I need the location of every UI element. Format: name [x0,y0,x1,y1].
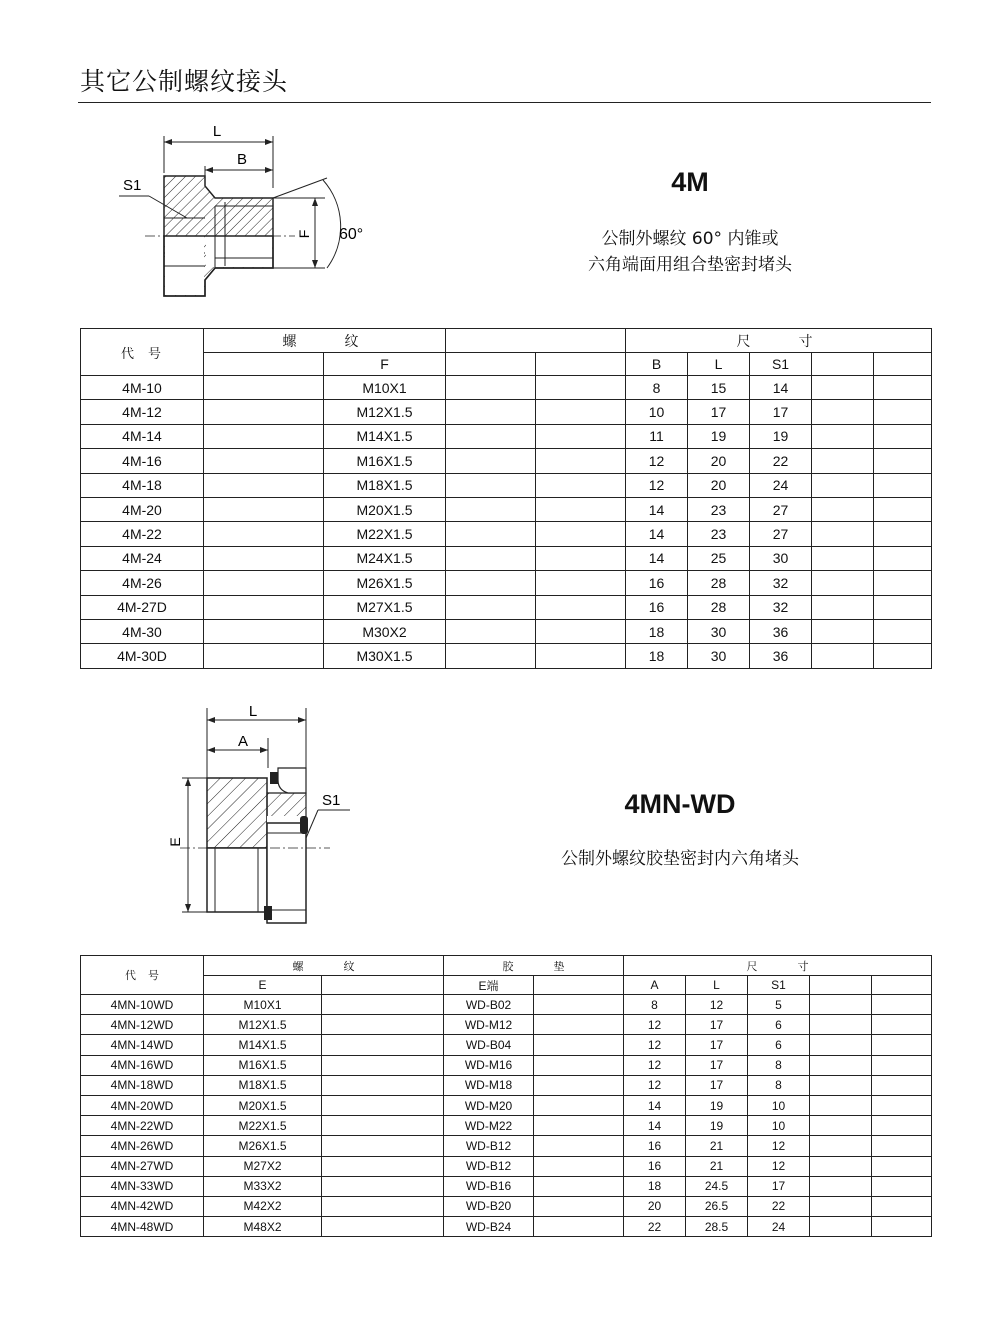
title-divider [78,102,931,103]
table-row [81,644,932,668]
table-cell: WD-M12 [444,1015,534,1035]
table-cell: 23 [688,497,750,521]
table-cell: 4M-22 [81,522,204,546]
table-row [81,1176,932,1196]
table-cell: 4MN-10WD [81,995,204,1015]
table-cell: 4MN-48WD [81,1217,204,1237]
table-row [81,449,932,473]
table-cell: 14 [626,522,688,546]
table-cell: 17 [686,1055,748,1075]
table-cell: 8 [624,995,686,1015]
table-cell: 4M-20 [81,497,204,521]
header-seal: 胶垫 [444,956,624,976]
table-cell: M33X2 [204,1176,322,1196]
table-cell: M20X1.5 [204,1095,322,1115]
table-cell: WD-M20 [444,1095,534,1115]
table-cell: 15 [688,376,750,400]
table-cell: 16 [626,571,688,595]
table-cell: 32 [750,571,812,595]
table-row [81,1156,932,1176]
dim-label-s1-2: S1 [322,792,341,809]
table-cell: 28 [688,595,750,619]
table-cell: 14 [624,1095,686,1115]
header-size: 尺寸 [626,329,932,353]
table-cell: 30 [688,619,750,643]
table-cell: 26.5 [686,1196,748,1216]
table-cell: M10X1 [204,995,322,1015]
table-cell: 4MN-26WD [81,1136,204,1156]
table-cell: 24 [748,1217,810,1237]
table-cell: M30X2 [324,619,446,643]
table-cell: 14 [624,1116,686,1136]
table-cell: 21 [686,1136,748,1156]
table-cell: 30 [750,546,812,570]
table-cell: 12 [624,1075,686,1095]
table-cell: 4M-26 [81,571,204,595]
table-cell: 4MN-42WD [81,1196,204,1216]
table-cell: 12 [624,1035,686,1055]
drawing-4m [105,118,375,308]
table-cell: 6 [748,1015,810,1035]
table-row [81,595,932,619]
header-f: F [324,353,446,376]
spec-table-4m [80,328,932,669]
table-cell: M42X2 [204,1196,322,1216]
table-cell: M18X1.5 [324,473,446,497]
table-cell: 30 [688,644,750,668]
table-cell: 12 [686,995,748,1015]
table-row [81,522,932,546]
model-4m-title: 4M [671,167,709,197]
table-row [81,546,932,570]
table-row [81,995,932,1015]
header-l: L [688,353,750,376]
table-cell: 4M-10 [81,376,204,400]
table-row [81,619,932,643]
table-cell: 12 [748,1156,810,1176]
table-cell: WD-M22 [444,1116,534,1136]
table-row [81,1136,932,1156]
table-row [81,400,932,424]
table-cell: WD-B20 [444,1196,534,1216]
table-cell: 4M-24 [81,546,204,570]
table-cell: 27 [750,497,812,521]
table-cell: 20 [688,473,750,497]
table-row [81,1035,932,1055]
table-cell: 8 [748,1075,810,1095]
header-thread-2: 螺纹 [204,956,444,976]
table-cell: 4M-27D [81,595,204,619]
table-cell: 17 [688,400,750,424]
header-e: E [204,976,322,995]
dim-label-f: F [296,229,312,239]
table-cell: 12 [624,1055,686,1075]
table-cell: 10 [748,1095,810,1115]
table-cell: 10 [748,1116,810,1136]
table-cell: 12 [626,473,688,497]
table-cell: 17 [750,400,812,424]
table-row [81,1015,932,1035]
table-cell: 17 [686,1075,748,1095]
header-e-end: E端 [444,976,534,995]
table-cell: M26X1.5 [204,1136,322,1156]
table-cell: 25 [688,546,750,570]
table-cell: M16X1.5 [324,449,446,473]
header-size-2: 尺寸 [624,956,932,976]
table-cell: 24 [750,473,812,497]
table-cell: WD-M16 [444,1055,534,1075]
table-cell: 4MN-14WD [81,1035,204,1055]
table-cell: M30X1.5 [324,644,446,668]
table-cell: 28 [688,571,750,595]
header-s1-2: S1 [748,976,810,995]
table-cell: 4M-30D [81,644,204,668]
table-cell: 12 [748,1136,810,1156]
table-cell: 19 [688,424,750,448]
table-cell: 20 [688,449,750,473]
table-row [81,571,932,595]
table-cell: 4M-16 [81,449,204,473]
model-4mn-wd-title: 4MN-WD [624,789,736,819]
table-cell: 12 [624,1015,686,1035]
table-row [81,473,932,497]
header-code: 代号 [81,329,204,376]
table-cell: 18 [626,644,688,668]
table-cell: 5 [748,995,810,1015]
table-cell: 17 [748,1176,810,1196]
table-cell: 18 [624,1176,686,1196]
table-cell: 27 [750,522,812,546]
table-cell: 8 [748,1055,810,1075]
table-cell: 16 [626,595,688,619]
table-cell: 6 [748,1035,810,1055]
table-cell: WD-B02 [444,995,534,1015]
table-cell: M12X1.5 [204,1015,322,1035]
table-cell: 4M-14 [81,424,204,448]
table-cell: 19 [686,1095,748,1115]
table-cell: 14 [750,376,812,400]
header-code-2: 代号 [81,956,204,995]
header-thread: 螺纹 [204,329,446,353]
table-row [81,1095,932,1115]
table-row [81,1055,932,1075]
table-row [81,376,932,400]
header-a: A [624,976,686,995]
table-row [81,1116,932,1136]
table-cell: 23 [688,522,750,546]
header-s1: S1 [750,353,812,376]
table-cell: 32 [750,595,812,619]
table-cell: 19 [750,424,812,448]
table-cell: M14X1.5 [204,1035,322,1055]
dim-label-angle: 60° [339,226,364,243]
table-cell: WD-B24 [444,1217,534,1237]
table-cell: 4MN-20WD [81,1095,204,1115]
table-cell: 17 [686,1015,748,1035]
table-cell: M12X1.5 [324,400,446,424]
table-cell: 36 [750,619,812,643]
table-cell: 22 [748,1196,810,1216]
table-cell: 4MN-18WD [81,1075,204,1095]
page-title: 其它公制螺纹接头 [80,67,289,96]
spec-table-4mn-wd [80,955,932,1237]
table-row [81,497,932,521]
table-cell: M26X1.5 [324,571,446,595]
model-4mn-wd-desc: 公制外螺纹胶垫密封内六角堵头 [561,849,799,869]
table-cell: 12 [626,449,688,473]
header-l-2: L [686,976,748,995]
table-cell: 4MN-16WD [81,1055,204,1075]
model-4m-desc-line1: 公制外螺纹 60° 内锥或 [601,229,779,249]
table-cell: M24X1.5 [324,546,446,570]
table-cell: 14 [626,497,688,521]
table-cell: 14 [626,546,688,570]
table-cell: 4MN-12WD [81,1015,204,1035]
table-cell: M14X1.5 [324,424,446,448]
table-cell: WD-B12 [444,1156,534,1176]
table-cell: M48X2 [204,1217,322,1237]
table-cell: 10 [626,400,688,424]
table-cell: 24.5 [686,1176,748,1196]
table-row [81,1217,932,1237]
table-cell: M22X1.5 [324,522,446,546]
table-cell: 28.5 [686,1217,748,1237]
dim-label-s1: S1 [123,177,142,194]
table-cell: WD-M18 [444,1075,534,1095]
table-cell: WD-B12 [444,1136,534,1156]
dim-label-l: L [212,123,222,140]
table-cell: 20 [624,1196,686,1216]
dim-label-a: A [237,733,249,750]
table-cell: 11 [626,424,688,448]
table-cell: M27X1.5 [324,595,446,619]
dim-label-e: E [167,837,183,847]
table-cell: M20X1.5 [324,497,446,521]
table-row [81,1075,932,1095]
table-cell: 22 [624,1217,686,1237]
table-cell: M27X2 [204,1156,322,1176]
table-cell: 17 [686,1035,748,1055]
drawing-4mn-wd [160,698,360,933]
table-cell: 4M-18 [81,473,204,497]
table-cell: 4M-30 [81,619,204,643]
model-4m-desc-line2: 六角端面用组合垫密封堵头 [588,255,792,275]
table-cell: 18 [626,619,688,643]
header-b: B [626,353,688,376]
table-cell: 22 [750,449,812,473]
table-cell: 4MN-22WD [81,1116,204,1136]
table-cell: M16X1.5 [204,1055,322,1075]
table-cell: M18X1.5 [204,1075,322,1095]
table-cell: 19 [686,1116,748,1136]
table-cell: M22X1.5 [204,1116,322,1136]
dim-label-b: B [236,151,248,168]
table-cell: 21 [686,1156,748,1176]
table-cell: 36 [750,644,812,668]
table-cell: WD-B16 [444,1176,534,1196]
table-row [81,1196,932,1216]
table-cell: 4M-12 [81,400,204,424]
table-cell: 4MN-33WD [81,1176,204,1196]
table-row [81,424,932,448]
table-cell: 8 [626,376,688,400]
table-cell: M10X1 [324,376,446,400]
dim-label-l2: L [248,703,258,720]
table-cell: WD-B04 [444,1035,534,1055]
table-cell: 16 [624,1136,686,1156]
table-cell: 4MN-27WD [81,1156,204,1176]
table-cell: 16 [624,1156,686,1176]
